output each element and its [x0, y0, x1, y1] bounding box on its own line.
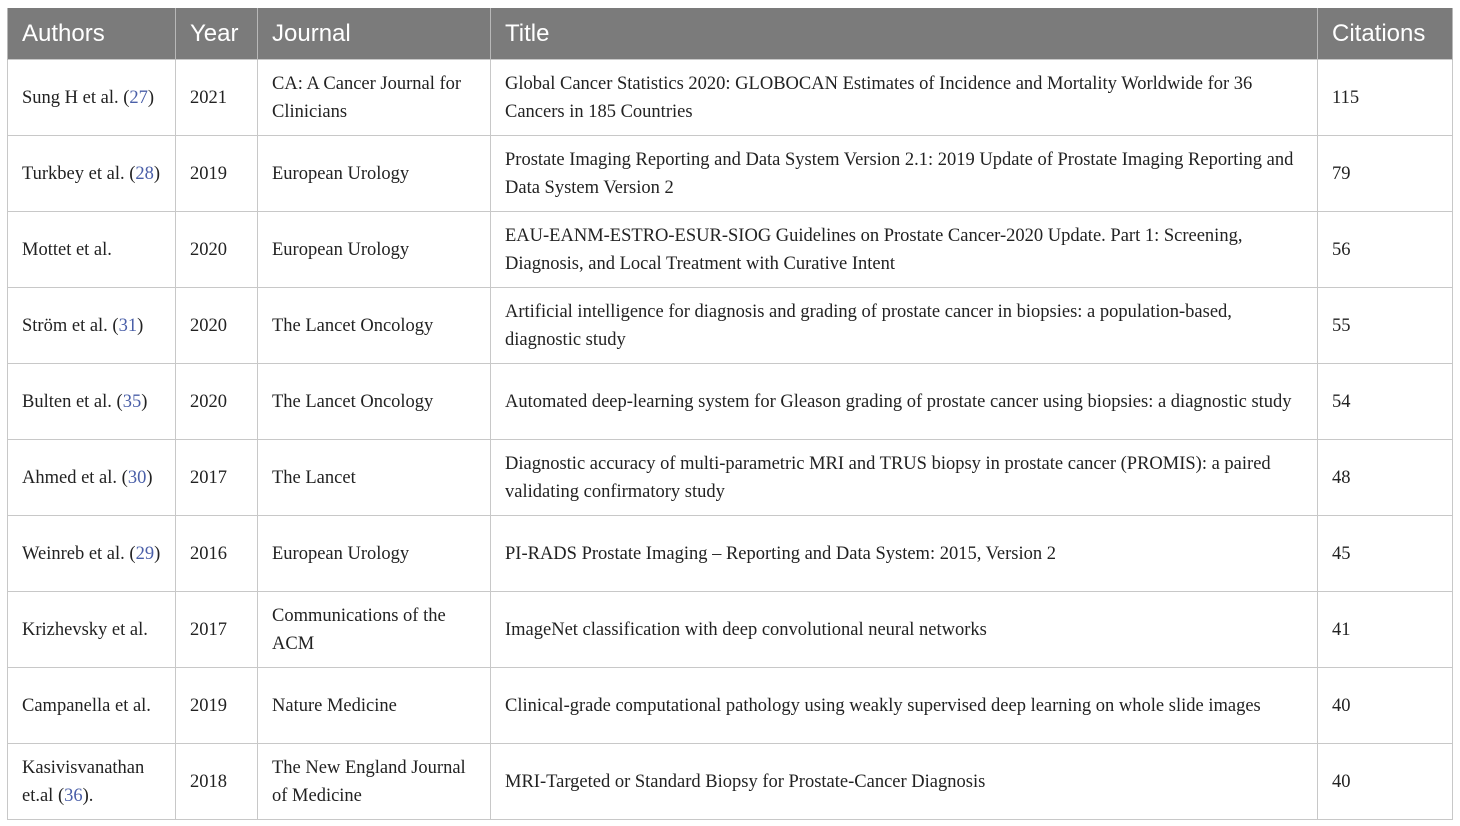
year-cell: 2018	[176, 744, 258, 820]
journal-cell: European Urology	[258, 136, 491, 212]
author-name: Sung H et al. (	[22, 87, 130, 108]
journal-cell: Nature Medicine	[258, 668, 491, 744]
author-cell	[8, 744, 176, 820]
author-cell	[8, 516, 176, 592]
author-name: Ström et al. (	[22, 315, 119, 336]
title-cell: EAU-EANM-ESTRO-ESUR-SIOG Guidelines on Prostate Cancer-2020 Update. Part 1: Screening, Diagnosis, and Local Treatment with Curative Intent	[491, 212, 1318, 288]
table-row	[8, 60, 1453, 136]
author-cell	[8, 288, 176, 364]
journal-cell: The Lancet	[258, 440, 491, 516]
table-row	[8, 440, 1453, 516]
author-suffix: )	[146, 467, 153, 488]
citations-cell: 79	[1318, 136, 1453, 212]
year-cell: 2017	[176, 440, 258, 516]
author-suffix: )	[154, 543, 161, 564]
title-cell: Clinical-grade computational pathology using weakly supervised deep learning on whole slide images	[491, 668, 1318, 744]
author-cell	[8, 668, 176, 744]
author-name: Bulten et al. (	[22, 391, 123, 412]
reference-link[interactable]: 30	[127, 467, 147, 488]
year-cell: 2019	[176, 136, 258, 212]
year-cell: 2020	[176, 212, 258, 288]
author-name: Mottet et al.	[22, 239, 112, 260]
table-row	[8, 668, 1453, 744]
reference-link[interactable]: 35	[122, 391, 142, 412]
year-cell: 2020	[176, 364, 258, 440]
author-suffix: )	[141, 391, 148, 412]
author-cell	[8, 212, 176, 288]
reference-link[interactable]: 31	[118, 315, 138, 336]
citations-cell: 45	[1318, 516, 1453, 592]
table-body	[8, 60, 1453, 820]
citations-cell: 54	[1318, 364, 1453, 440]
author-name: Turkbey et al. (	[22, 163, 136, 184]
citations-cell: 41	[1318, 592, 1453, 668]
title-cell: PI-RADS Prostate Imaging – Reporting and Data System: 2015, Version 2	[491, 516, 1318, 592]
author-cell	[8, 440, 176, 516]
citations-cell: 40	[1318, 668, 1453, 744]
title-cell: Prostate Imaging Reporting and Data System Version 2.1: 2019 Update of Prostate Imaging Reporting and Data System Version 2	[491, 136, 1318, 212]
table-row	[8, 288, 1453, 364]
journal-cell: CA: A Cancer Journal for Clinicians	[258, 60, 491, 136]
title-cell: Artificial intelligence for diagnosis and grading of prostate cancer in biopsies: a population-based, diagnostic study	[491, 288, 1318, 364]
year-cell: 2019	[176, 668, 258, 744]
author-cell	[8, 364, 176, 440]
journal-cell: Communications of the ACM	[258, 592, 491, 668]
citations-cell: 56	[1318, 212, 1453, 288]
year-cell: 2020	[176, 288, 258, 364]
table-row	[8, 592, 1453, 668]
journal-cell: European Urology	[258, 212, 491, 288]
title-cell: Global Cancer Statistics 2020: GLOBOCAN Estimates of Incidence and Mortality Worldwide for 36 Cancers in 185 Countries	[491, 60, 1318, 136]
title-cell: Automated deep-learning system for Gleason grading of prostate cancer using biopsies: a diagnostic study	[491, 364, 1318, 440]
year-cell: 2017	[176, 592, 258, 668]
citations-cell: 55	[1318, 288, 1453, 364]
author-name: Weinreb et al. (	[22, 543, 136, 564]
table-row	[8, 364, 1453, 440]
reference-link[interactable]: 27	[129, 87, 148, 108]
title-cell: Diagnostic accuracy of multi-parametric MRI and TRUS biopsy in prostate cancer (PROMIS): a paired validating confirmatory study	[491, 440, 1318, 516]
author-cell	[8, 136, 176, 212]
table-row	[8, 212, 1453, 288]
header-journal: Journal	[258, 8, 491, 60]
author-name: Ahmed et al. (	[22, 467, 128, 488]
table-row	[8, 516, 1453, 592]
author-name: Campanella et al.	[22, 695, 151, 716]
citations-cell: 48	[1318, 440, 1453, 516]
table-row	[8, 744, 1453, 820]
header-row	[8, 8, 1453, 60]
journal-cell: The Lancet Oncology	[258, 288, 491, 364]
author-name: Kasivisvanathan et.al (	[22, 757, 145, 806]
author-cell	[8, 60, 176, 136]
reference-link[interactable]: 29	[135, 543, 155, 564]
header-citations: Citations	[1318, 8, 1453, 60]
journal-cell: The Lancet Oncology	[258, 364, 491, 440]
author-name: Krizhevsky et al.	[22, 619, 148, 640]
author-suffix: )	[153, 163, 161, 184]
title-cell: ImageNet classification with deep convolutional neural networks	[491, 592, 1318, 668]
citations-cell: 40	[1318, 744, 1453, 820]
author-suffix: )	[147, 87, 155, 108]
author-suffix: ).	[82, 785, 94, 806]
header-title: Title	[491, 8, 1318, 60]
header-authors: Authors	[8, 8, 176, 60]
title-cell: MRI-Targeted or Standard Biopsy for Prostate-Cancer Diagnosis	[491, 744, 1318, 820]
author-cell	[8, 592, 176, 668]
citations-table	[7, 8, 1453, 820]
reference-link[interactable]: 36	[64, 785, 83, 806]
reference-link[interactable]: 28	[135, 163, 154, 184]
table-row	[8, 136, 1453, 212]
year-cell: 2016	[176, 516, 258, 592]
header-year: Year	[176, 8, 258, 60]
journal-cell: The New England Journal of Medicine	[258, 744, 491, 820]
citations-cell: 115	[1318, 60, 1453, 136]
year-cell: 2021	[176, 60, 258, 136]
journal-cell: European Urology	[258, 516, 491, 592]
author-suffix: )	[137, 315, 144, 336]
